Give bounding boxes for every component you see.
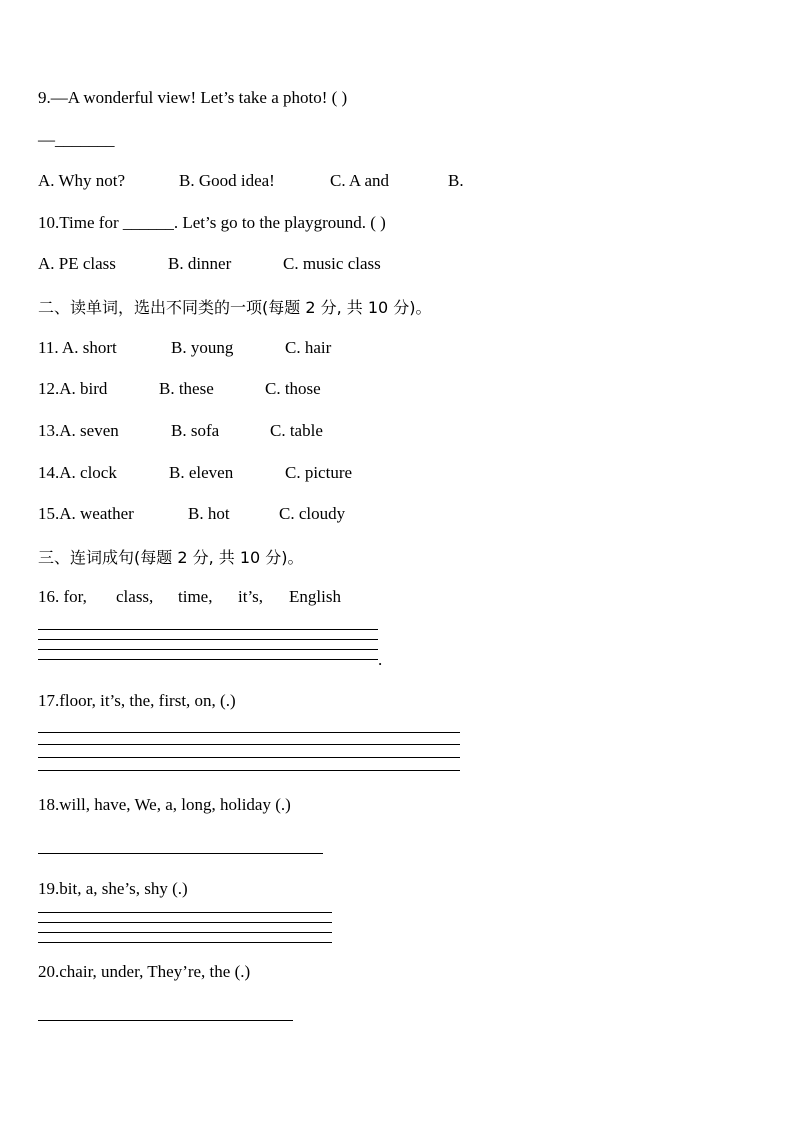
q11-option-c: C. hair bbox=[285, 338, 332, 357]
section3-heading: 三、连词成句(每题 2 分, 共 10 分)。 bbox=[38, 548, 304, 567]
q9-option-b: B. Good idea! bbox=[179, 171, 275, 190]
section2-heading: 二、读单词，选出不同类的一项(每题 2 分, 共 10 分)。 bbox=[38, 298, 432, 317]
q9-option-d: B. bbox=[448, 171, 464, 190]
q18-prompt: 18.will, have, We, a, long, holiday (.) bbox=[38, 795, 291, 814]
q19-prompt: 19.bit, a, she’s, shy (.) bbox=[38, 879, 188, 898]
q12-option-b: B. these bbox=[159, 379, 214, 398]
answer-line bbox=[38, 770, 460, 771]
q13-option-c: C. table bbox=[270, 421, 323, 440]
q10-option-b: B. dinner bbox=[168, 254, 232, 273]
q15-option-b: B. hot bbox=[188, 504, 230, 523]
q12-option-a: 12.A. bird bbox=[38, 379, 108, 398]
q16-word: class, bbox=[116, 587, 154, 606]
q16-word: time, bbox=[178, 587, 213, 606]
q9-option-a: A. Why not? bbox=[38, 171, 126, 190]
answer-line bbox=[38, 922, 332, 923]
q16-number: 16. for, bbox=[38, 587, 87, 606]
q14-option-a: 14.A. clock bbox=[38, 463, 117, 482]
answer-line bbox=[38, 912, 332, 913]
answer-line bbox=[38, 659, 378, 660]
answer-line bbox=[38, 629, 378, 630]
answer-line bbox=[38, 744, 460, 745]
q10-option-a: A. PE class bbox=[38, 254, 116, 273]
q11-option-a: 11. A. short bbox=[38, 338, 117, 357]
q9-option-c: C. A and bbox=[330, 171, 390, 190]
answer-line bbox=[38, 853, 323, 854]
q9-reply: —_______ bbox=[38, 130, 115, 149]
q14-option-c: C. picture bbox=[285, 463, 353, 482]
answer-line bbox=[38, 942, 332, 943]
q9-stem: 9.—A wonderful view! Let’s take a photo! ( ) bbox=[38, 88, 348, 107]
answer-line bbox=[38, 639, 378, 640]
q12-option-c: C. those bbox=[265, 379, 321, 398]
answer-line bbox=[38, 649, 378, 650]
q13-option-a: 13.A. seven bbox=[38, 421, 119, 440]
q10-option-c: C. music class bbox=[283, 254, 381, 273]
q16-word: English bbox=[289, 587, 341, 606]
q11-option-b: B. young bbox=[171, 338, 234, 357]
answer-line bbox=[38, 932, 332, 933]
answer-line bbox=[38, 1020, 293, 1021]
q20-prompt: 20.chair, under, They’re, the (.) bbox=[38, 962, 251, 981]
q13-option-b: B. sofa bbox=[171, 421, 220, 440]
q16-word: it’s, bbox=[238, 587, 264, 606]
q15-option-a: 15.A. weather bbox=[38, 504, 134, 523]
q15-option-c: C. cloudy bbox=[279, 504, 346, 523]
q14-option-b: B. eleven bbox=[169, 463, 234, 482]
q10-stem: 10.Time for ______. Let’s go to the playground. ( ) bbox=[38, 213, 386, 232]
q16-period: . bbox=[378, 650, 383, 669]
answer-line bbox=[38, 732, 460, 733]
q17-prompt: 17.floor, it’s, the, first, on, (.) bbox=[38, 691, 236, 710]
answer-line bbox=[38, 757, 460, 758]
